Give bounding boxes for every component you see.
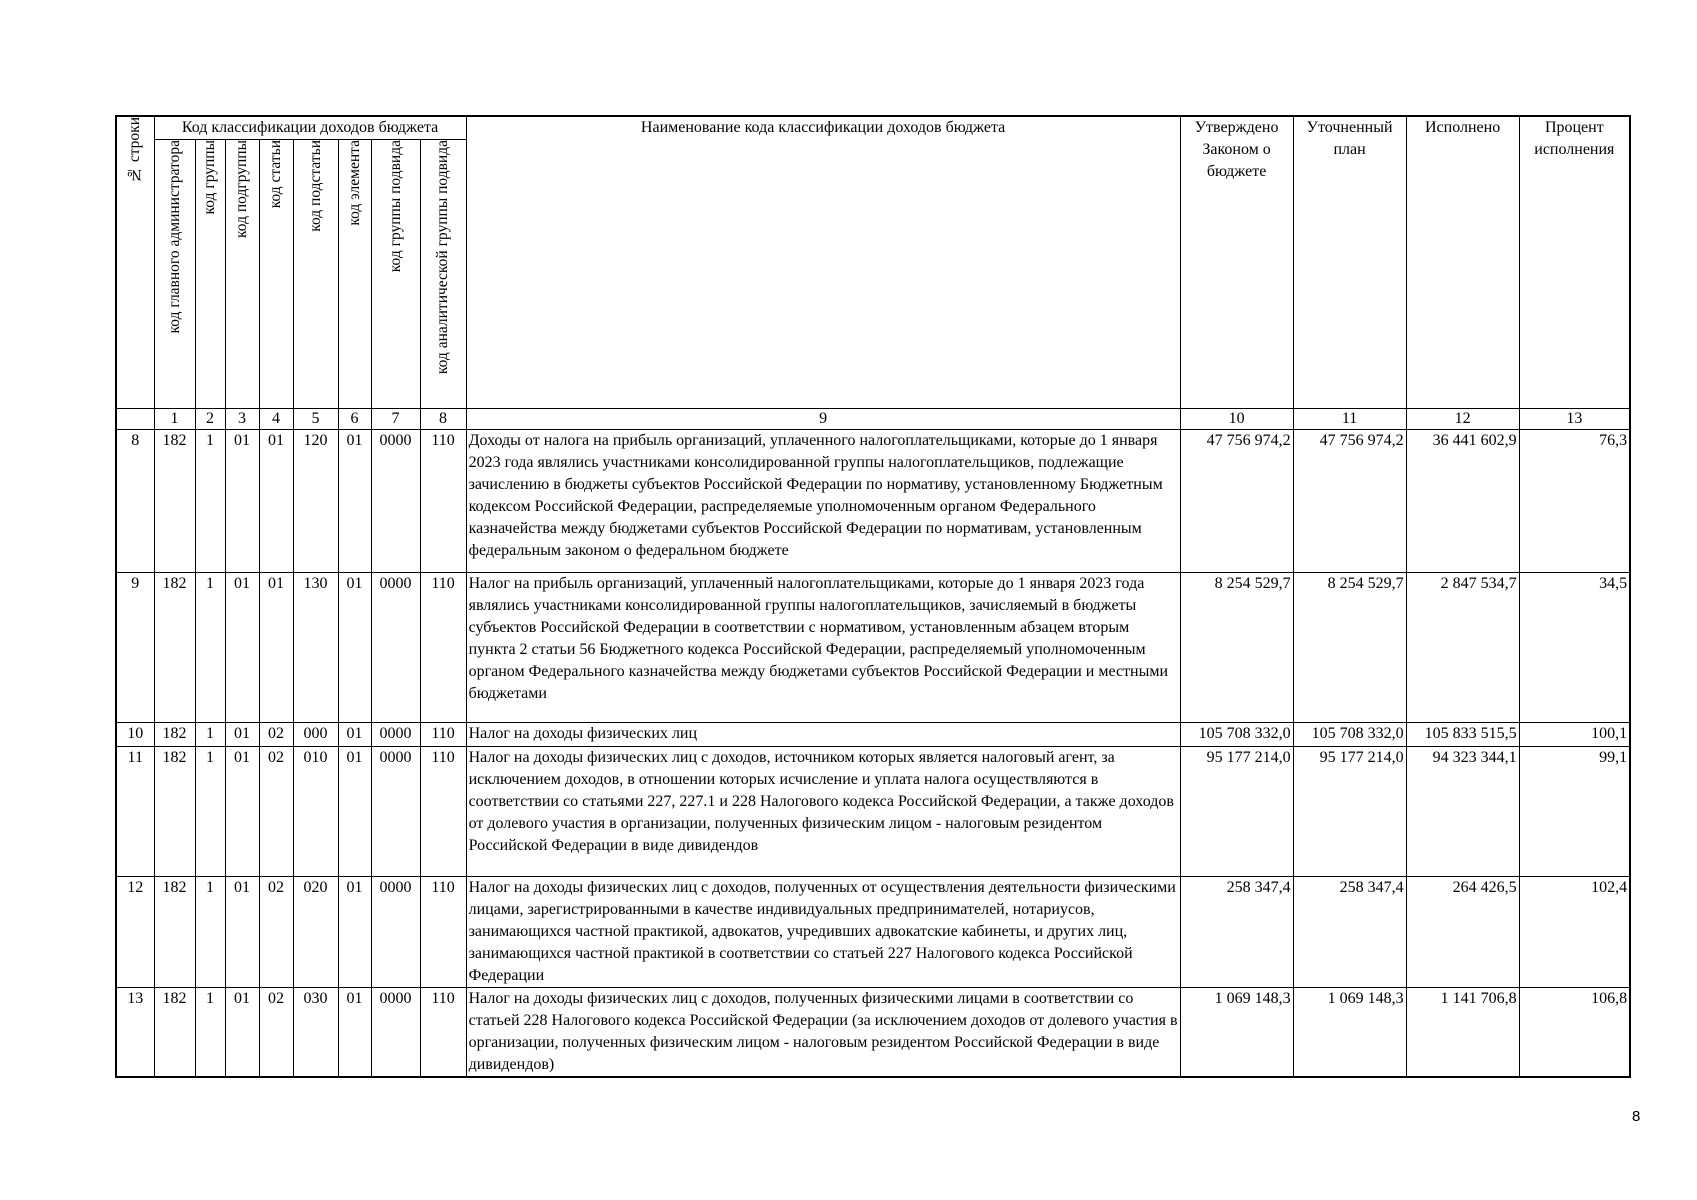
cell-group: 1 <box>195 988 225 1078</box>
cell-approved: 258 347,4 <box>1180 877 1293 988</box>
column-number-cell: 6 <box>338 409 371 430</box>
cell-subarticle: 000 <box>293 723 338 747</box>
cell-article: 02 <box>259 877 293 988</box>
table-row <box>116 988 1630 1078</box>
cell-plan: 95 177 214,0 <box>1293 747 1406 877</box>
cell-executed: 2 847 534,7 <box>1406 573 1519 723</box>
cell-plan: 8 254 529,7 <box>1293 573 1406 723</box>
cell-article: 01 <box>259 573 293 723</box>
cell-admin: 182 <box>154 877 195 988</box>
column-number-cell <box>116 409 154 430</box>
column-number-cell: 2 <box>195 409 225 430</box>
budget-revenue-table <box>115 115 1631 1078</box>
cell-article: 02 <box>259 723 293 747</box>
cell-subtype: 0000 <box>371 573 420 723</box>
cell-admin: 182 <box>154 573 195 723</box>
cell-analytic: 110 <box>420 573 466 723</box>
cell-admin: 182 <box>154 430 195 573</box>
column-numbers-row <box>116 409 1630 430</box>
header-classification-group: Код классификации доходов бюджета <box>154 116 466 140</box>
cell-element: 01 <box>338 877 371 988</box>
cell-admin: 182 <box>154 723 195 747</box>
cell-analytic: 110 <box>420 723 466 747</box>
cell-subarticle: 010 <box>293 747 338 877</box>
table-header <box>116 116 1630 430</box>
cell-plan: 105 708 332,0 <box>1293 723 1406 747</box>
cell-plan: 1 069 148,3 <box>1293 988 1406 1078</box>
cell-article: 02 <box>259 988 293 1078</box>
cell-name: Налог на доходы физических лиц с доходов, источником которых является налоговый агент, за исключением доходов, в отношении которых исчисление и уплата налога осуществляются в соответствии со статьями 227, 227.1 и 228 Налогового кодекса Российской Федерации, а также доходов от долевого участия в организации, полученных физическим лицом - налоговым резидентом Российской Федерации в виде дивидендов <box>466 747 1180 877</box>
cell-analytic: 110 <box>420 430 466 573</box>
header-name: Наименование кода классификации доходов бюджета <box>466 116 1180 409</box>
cell-subtype: 0000 <box>371 747 420 877</box>
column-number-cell: 8 <box>420 409 466 430</box>
cell-subarticle: 130 <box>293 573 338 723</box>
cell-name: Налог на прибыль организаций, уплаченный налогоплательщиками, которые до 1 января 2023 года являлись участниками консолидированной группы налогоплательщиков, зачисляемый в бюджеты субъектов Российской Федерации в соответствии с нормативом, установленным абзацем вторым пункта 2 статьи 56 Бюджетного кодекса Российской Федерации, распределяемый уполномоченным органом Федерального казначейства между бюджетами субъектов Российской Федерации и местными бюджетами <box>466 573 1180 723</box>
cell-percent: 102,4 <box>1519 877 1630 988</box>
cell-group: 1 <box>195 430 225 573</box>
header-code-column: код группы подвида <box>371 140 420 409</box>
table-row <box>116 877 1630 988</box>
cell-executed: 264 426,5 <box>1406 877 1519 988</box>
header-code-column: код элемента <box>338 140 371 409</box>
header-row-number: № строки <box>116 116 154 409</box>
cell-name: Налог на доходы физических лиц с доходов, полученных физическими лицами в соответствии со статьей 228 Налогового кодекса Российской Федерации (за исключением доходов от долевого участия в организации, полученных физическим лицом - налоговым резидентом Российской Федерации в виде дивидендов) <box>466 988 1180 1078</box>
cell-num: 11 <box>116 747 154 877</box>
column-number-cell: 1 <box>154 409 195 430</box>
column-number-cell: 12 <box>1406 409 1519 430</box>
cell-subgroup: 01 <box>225 573 259 723</box>
table-row <box>116 747 1630 877</box>
cell-subtype: 0000 <box>371 430 420 573</box>
column-number-cell: 7 <box>371 409 420 430</box>
cell-num: 13 <box>116 988 154 1078</box>
cell-approved: 105 708 332,0 <box>1180 723 1293 747</box>
cell-subgroup: 01 <box>225 877 259 988</box>
cell-group: 1 <box>195 877 225 988</box>
column-number-cell: 9 <box>466 409 1180 430</box>
header-approved: Утверждено Законом о бюджете <box>1180 116 1293 409</box>
cell-executed: 105 833 515,5 <box>1406 723 1519 747</box>
cell-plan: 258 347,4 <box>1293 877 1406 988</box>
cell-executed: 36 441 602,9 <box>1406 430 1519 573</box>
cell-admin: 182 <box>154 988 195 1078</box>
column-number-cell: 11 <box>1293 409 1406 430</box>
column-number-cell: 3 <box>225 409 259 430</box>
cell-element: 01 <box>338 747 371 877</box>
cell-subarticle: 020 <box>293 877 338 988</box>
cell-group: 1 <box>195 747 225 877</box>
cell-name: Доходы от налога на прибыль организаций, уплаченного налогоплательщиками, которые до 1 января 2023 года являлись участниками консолидированной группы налогоплательщиков, подлежащие зачислению в бюджеты субъектов Российской Федерации по нормативу, установленному Бюджетным кодексом Российской Федерации, распределяемые уполномоченным органом Федерального казначейства между бюджетами субъектов Российской Федерации по нормативам, установленным федеральным законом о федеральном бюджете <box>466 430 1180 573</box>
cell-element: 01 <box>338 723 371 747</box>
cell-num: 10 <box>116 723 154 747</box>
column-number-cell: 5 <box>293 409 338 430</box>
cell-approved: 47 756 974,2 <box>1180 430 1293 573</box>
cell-name: Налог на доходы физических лиц с доходов, полученных от осуществления деятельности физическими лицами, зарегистрированными в качестве индивидуальных предпринимателей, нотариусов, занимающихся частной практикой, адвокатов, учредивших адвокатские кабинеты, и других лиц, занимающихся частной практикой в соответствии со статьей 227 Налогового кодекса Российской Федерации <box>466 877 1180 988</box>
cell-subarticle: 030 <box>293 988 338 1078</box>
cell-percent: 106,8 <box>1519 988 1630 1078</box>
cell-subgroup: 01 <box>225 723 259 747</box>
table-row <box>116 723 1630 747</box>
cell-group: 1 <box>195 573 225 723</box>
cell-plan: 47 756 974,2 <box>1293 430 1406 573</box>
column-number-cell: 13 <box>1519 409 1630 430</box>
cell-num: 9 <box>116 573 154 723</box>
table-row <box>116 573 1630 723</box>
page-number: 8 <box>1632 1108 1641 1125</box>
cell-article: 02 <box>259 747 293 877</box>
cell-group: 1 <box>195 723 225 747</box>
cell-analytic: 110 <box>420 877 466 988</box>
cell-element: 01 <box>338 573 371 723</box>
cell-approved: 1 069 148,3 <box>1180 988 1293 1078</box>
cell-subgroup: 01 <box>225 430 259 573</box>
cell-subgroup: 01 <box>225 747 259 877</box>
cell-percent: 100,1 <box>1519 723 1630 747</box>
header-code-column: код аналитической группы подвида <box>420 140 466 409</box>
cell-subtype: 0000 <box>371 877 420 988</box>
header-code-column: код группы <box>195 140 225 409</box>
cell-subtype: 0000 <box>371 723 420 747</box>
cell-approved: 95 177 214,0 <box>1180 747 1293 877</box>
cell-article: 01 <box>259 430 293 573</box>
cell-element: 01 <box>338 988 371 1078</box>
cell-percent: 99,1 <box>1519 747 1630 877</box>
cell-element: 01 <box>338 430 371 573</box>
cell-analytic: 110 <box>420 988 466 1078</box>
cell-admin: 182 <box>154 747 195 877</box>
cell-analytic: 110 <box>420 747 466 877</box>
header-refined-plan: Уточненный план <box>1293 116 1406 409</box>
column-number-cell: 10 <box>1180 409 1293 430</box>
header-executed: Исполнено <box>1406 116 1519 409</box>
column-number-cell: 4 <box>259 409 293 430</box>
table-row <box>116 430 1630 573</box>
cell-subtype: 0000 <box>371 988 420 1078</box>
cell-executed: 94 323 344,1 <box>1406 747 1519 877</box>
cell-subarticle: 120 <box>293 430 338 573</box>
cell-name: Налог на доходы физических лиц <box>466 723 1180 747</box>
header-code-column: код статьи <box>259 140 293 409</box>
header-percent: Процент исполнения <box>1519 116 1630 409</box>
cell-executed: 1 141 706,8 <box>1406 988 1519 1078</box>
cell-percent: 34,5 <box>1519 573 1630 723</box>
header-code-column: код подстатьи <box>293 140 338 409</box>
header-code-column: код главного администратора <box>154 140 195 409</box>
table-body <box>116 430 1630 1078</box>
cell-percent: 76,3 <box>1519 430 1630 573</box>
cell-num: 12 <box>116 877 154 988</box>
cell-subgroup: 01 <box>225 988 259 1078</box>
cell-approved: 8 254 529,7 <box>1180 573 1293 723</box>
cell-num: 8 <box>116 430 154 573</box>
header-code-column: код подгруппы <box>225 140 259 409</box>
